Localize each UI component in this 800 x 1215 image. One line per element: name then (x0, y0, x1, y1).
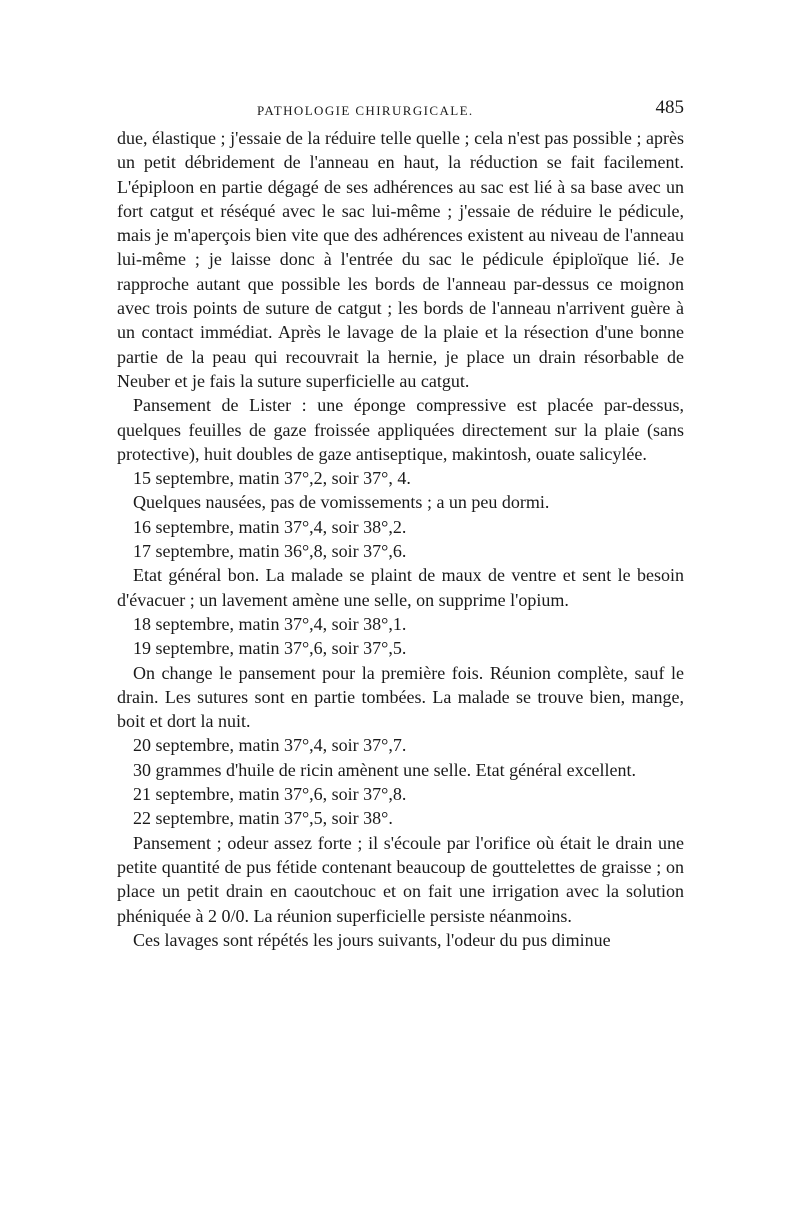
running-title: PATHOLOGIE CHIRURGICALE. (257, 103, 474, 118)
paragraph: Quelques nausées, pas de vomissements ; a un peu dormi. (133, 492, 550, 513)
temperature-entry: 20 septembre, matin 37°,4, soir 37°,7. (133, 735, 407, 756)
temperature-entry: 22 septembre, matin 37°,5, soir 38°. (133, 808, 393, 829)
page-header (117, 97, 684, 123)
paragraph: On change le pansement pour la première fois. Réunion complète, sauf le drain. Les sutures sont en partie tombées. La malade se trouve bien, mange, boit et dort la nuit. (117, 662, 684, 732)
temperature-entry: 21 septembre, matin 37°,6, soir 37°,8. (133, 784, 407, 805)
paragraph: Ces lavages sont répétés les jours suivants, l'odeur du pus diminue (133, 929, 611, 950)
paragraph: Pansement ; odeur assez forte ; il s'écoule par l'orifice où était le drain une petite quantité de pus fétide contenant beaucoup de gouttelettes de graisse ; on place un petit drain en caoutchouc et on fait une irrigation avec la solution phéniquée à 2 0/0. La réunion superficielle persiste néanmoins. (117, 832, 684, 926)
paragraph: due, élastique ; j'essaie de la réduire telle quelle ; cela n'est pas possible ; après un petit débridement de l'anneau en haut, la réduction se fait facilement. L'épiploon en partie dégagé de ses adhérences au sac est lié à sa base avec un fort catgut et réséqué avec le sac lui-même ; j'essaie de réduire le pédicule, mais je m'aperçois bien vite que des adhérences existent au niveau de l'anneau lui-même ; je laisse donc à l'entrée du sac le pédicule épiploïque lié. Je rapproche autant que possible les bords de l'anneau par-dessus ce moignon avec trois points de suture de catgut ; les bords de l'anneau n'arrivent guère à un contact immédiat. Après le lavage de la plaie et la résection d'une bonne partie de la peau qui recouvrait la hernie, je place un drain résorbable de Neuber et je fais la suture superficielle au catgut. (117, 128, 684, 391)
temperature-entry: 17 septembre, matin 36°,8, soir 37°,6. (133, 541, 407, 562)
body-text (117, 126, 684, 952)
temperature-entry: 18 septembre, matin 37°,4, soir 38°,1. (133, 613, 407, 634)
paragraph: Pansement de Lister : une éponge compressive est placée par-dessus, quelques feuilles de gaze froissée appliquées directement sur la plaie (sans protective), huit doubles de gaze antiseptique, makintosh, ouate salicylée. (117, 395, 684, 464)
page-number: 485 (655, 97, 684, 118)
paragraph: 30 grammes d'huile de ricin amènent une selle. Etat général excellent. (133, 759, 637, 780)
temperature-entry: 15 septembre, matin 37°,2, soir 37°, 4. (133, 468, 411, 489)
temperature-entry: 16 septembre, matin 37°,4, soir 38°,2. (133, 516, 407, 537)
temperature-entry: 19 septembre, matin 37°,6, soir 37°,5. (133, 638, 407, 659)
paragraph: Etat général bon. La malade se plaint de maux de ventre et sent le besoin d'évacuer ; un lavement amène une selle, on supprime l'opium. (117, 565, 684, 610)
